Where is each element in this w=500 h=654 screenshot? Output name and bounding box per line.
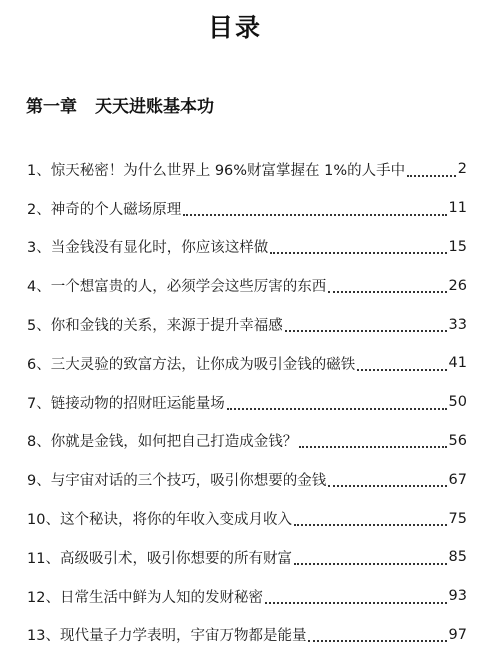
toc-entry (27, 577, 467, 616)
toc-leader-dots (265, 601, 447, 604)
toc-leader-dots (227, 407, 447, 410)
toc-entry-title: 5、你和金钱的关系，来源于提升幸福感 (27, 318, 283, 335)
toc-leader-dots (308, 639, 446, 642)
toc-entry-page: 33 (448, 316, 467, 333)
toc-entry-page: 67 (448, 471, 467, 488)
toc-entry-title: 7、链接动物的招财旺运能量场 (27, 395, 225, 412)
toc-entry (27, 383, 467, 422)
chapter-number: 第一章 (26, 97, 77, 117)
toc-leader-dots (357, 368, 446, 371)
toc-entry-page: 93 (448, 588, 467, 605)
toc-entry-title: 1、惊天秘密！为什么世界上 96%财富掌握在 1%的人手中 (27, 162, 406, 179)
toc-entry (27, 499, 467, 538)
toc-leader-dots (328, 290, 446, 293)
toc-entry-title: 11、高级吸引术，吸引你想要的所有财富 (27, 550, 292, 567)
toc-entry (27, 266, 467, 305)
toc-leader-dots (285, 329, 447, 332)
toc-entry-page: 56 (448, 432, 467, 449)
toc-entry (27, 150, 467, 189)
toc-entry (27, 422, 467, 461)
toc-entry-title: 4、一个想富贵的人，必须学会这些厉害的东西 (27, 279, 327, 296)
toc-entry (27, 189, 467, 228)
toc-entry-page: 97 (448, 626, 467, 643)
toc-entry-title: 3、当金钱没有显化时，你应该这样做 (27, 240, 269, 257)
toc-entry (27, 344, 467, 383)
toc-entry-title: 2、神奇的个人磁场原理 (27, 201, 182, 218)
toc-entry-title: 6、三大灵验的致富方法，让你成为吸引金钱的磁铁 (27, 356, 356, 373)
toc-entry (27, 616, 467, 654)
toc-leader-dots (407, 174, 456, 177)
chapter-name: 天天进账基本功 (95, 97, 214, 117)
toc-entry-title: 13、现代量子力学表明，宇宙万物都是能量 (27, 628, 307, 645)
toc-entry-page: 41 (448, 355, 467, 372)
table-of-contents (27, 150, 467, 654)
toc-entry (27, 538, 467, 577)
toc-entry-title: 10、这个秘诀，将你的年收入变成月收入 (27, 512, 292, 529)
page-title: 目录 (207, 13, 262, 42)
toc-entry-title: 8、你就是金钱，如何把自己打造成金钱？ (27, 434, 298, 451)
toc-entry-title: 12、日常生活中鲜为人知的发财秘密 (27, 589, 263, 606)
toc-leader-dots (328, 484, 446, 487)
toc-leader-dots (270, 251, 446, 254)
toc-leader-dots (294, 523, 447, 526)
toc-entry-title: 9、与宇宙对话的三个技巧，吸引你想要的金钱 (27, 473, 327, 490)
chapter-heading (26, 92, 214, 117)
toc-leader-dots (299, 445, 446, 448)
toc-entry-page: 15 (448, 238, 467, 255)
toc-entry-page: 11 (448, 200, 467, 217)
toc-leader-dots (183, 213, 446, 216)
toc-entry-page: 85 (448, 549, 467, 566)
toc-entry (27, 228, 467, 267)
toc-entry-page: 26 (448, 277, 467, 294)
toc-entry (27, 305, 467, 344)
toc-entry-page: 50 (448, 394, 467, 411)
toc-entry-page: 2 (457, 161, 467, 178)
toc-leader-dots (294, 562, 447, 565)
toc-entry (27, 460, 467, 499)
toc-entry-page: 75 (448, 510, 467, 527)
